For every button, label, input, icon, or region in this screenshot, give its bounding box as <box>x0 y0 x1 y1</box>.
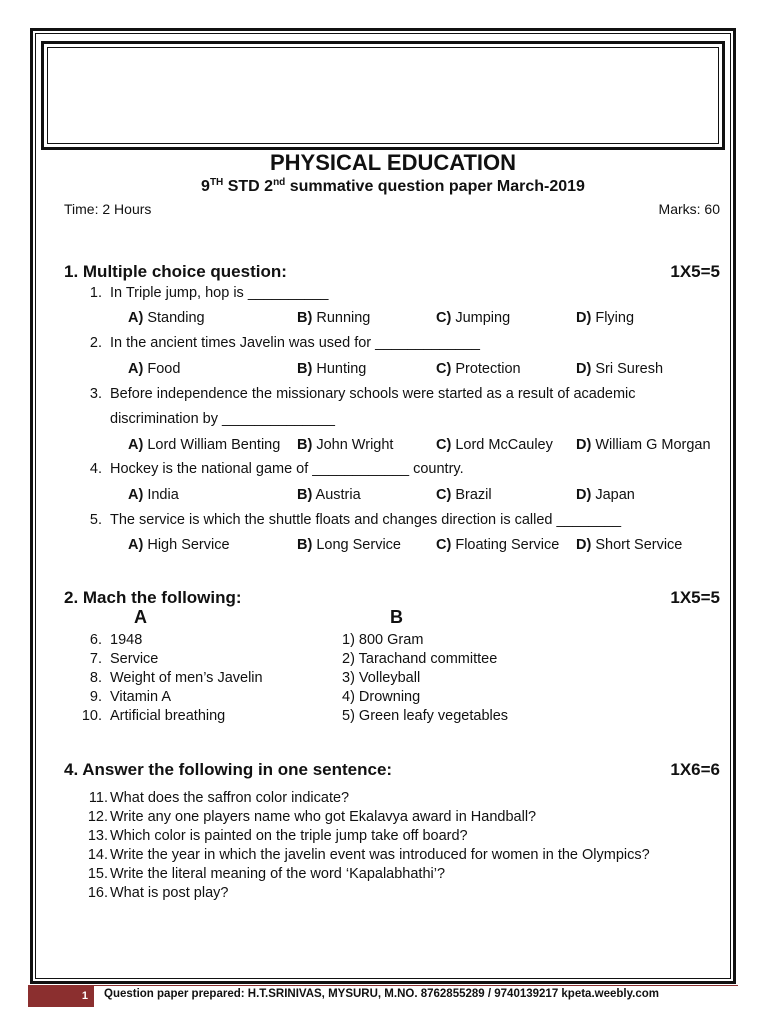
question-text: The service is which the shuttle floats and changes direction is called ________ <box>110 512 622 528</box>
question-number: 2. <box>89 335 102 351</box>
section4-title: 4. Answer the following in one sentence: <box>64 760 393 779</box>
section4-marks: 1X6=6 <box>670 760 720 779</box>
option-a: A) Food <box>128 361 181 377</box>
page-number: 1 <box>28 985 94 1007</box>
section2-marks: 1X5=5 <box>670 588 720 607</box>
option-c: C) Brazil <box>436 487 492 503</box>
option-c: C) Lord McCauley <box>436 437 553 453</box>
question-text: What is post play? <box>110 885 229 901</box>
option-d: D) Short Service <box>576 537 683 553</box>
footer-credit: Question paper prepared: H.T.SRINIVAS, MYSURU, M.NO. 8762855289 / 9740139217 kpeta.weebly.com <box>104 988 659 1000</box>
match-left-item: Vitamin A <box>110 689 171 705</box>
question-number: 12. <box>87 809 108 825</box>
option-b: B) John Wright <box>297 437 394 453</box>
page-title: PHYSICAL EDUCATION <box>269 150 517 175</box>
question-text: In the ancient times Javelin was used for _____________ <box>110 335 480 351</box>
header-blank-box <box>41 41 725 150</box>
question-number: 14. <box>87 847 108 863</box>
match-left-item: Service <box>110 651 159 667</box>
option-c: C) Floating Service <box>436 537 560 553</box>
option-b: B) Long Service <box>297 537 401 553</box>
match-right-item: 2) Tarachand committee <box>342 651 498 667</box>
question-number: 3. <box>89 386 102 402</box>
match-number: 8. <box>89 670 102 686</box>
option-c: C) Protection <box>436 361 521 377</box>
question-text: In Triple jump, hop is __________ <box>110 285 329 301</box>
question-text: Write the literal meaning of the word ‘Kapalabhathi’? <box>110 866 446 882</box>
option-b: B) Hunting <box>297 361 367 377</box>
match-right-item: 3) Volleyball <box>342 670 421 686</box>
section1-title: 1. Multiple choice question: <box>64 262 287 281</box>
question-text: Write any one players name who got Ekalavya award in Handball? <box>110 809 537 825</box>
option-d: D) William G Morgan <box>576 437 711 453</box>
match-number: 6. <box>89 632 102 648</box>
question-number: 15. <box>87 866 108 882</box>
question-text: Which color is painted on the triple jump take off board? <box>110 828 468 844</box>
option-a: A) Standing <box>128 310 205 326</box>
question-text: Write the year in which the javelin event was introduced for women in the Olympics? <box>110 847 650 863</box>
option-d: D) Japan <box>576 487 635 503</box>
question-number: 13. <box>87 828 108 844</box>
question-text: Before independence the missionary schools were started as a result of academic <box>110 386 636 402</box>
question-text: Hockey is the national game of ____________ country. <box>110 461 464 477</box>
question-text-cont: discrimination by ______________ <box>110 411 335 427</box>
match-number: 7. <box>89 651 102 667</box>
option-a: A) High Service <box>128 537 230 553</box>
option-a: A) Lord William Benting <box>128 437 281 453</box>
question-number: 16. <box>87 885 108 901</box>
page-subtitle: 9TH STD 2nd summative question paper March-2019 <box>201 177 585 195</box>
column-a-heading: A <box>134 607 147 627</box>
option-d: D) Flying <box>576 310 635 326</box>
match-number: 9. <box>89 689 102 705</box>
option-c: C) Jumping <box>436 310 511 326</box>
column-b-heading: B <box>390 607 403 627</box>
option-b: B) Austria <box>297 487 361 503</box>
marks-label: Marks: 60 <box>658 201 720 217</box>
question-number: 1. <box>89 285 102 301</box>
match-right-item: 1) 800 Gram <box>342 632 424 648</box>
time-label: Time: 2 Hours <box>64 201 152 217</box>
match-number: 10. <box>81 708 102 724</box>
question-text: What does the saffron color indicate? <box>110 790 350 806</box>
match-right-item: 4) Drowning <box>342 689 421 705</box>
match-left-item: 1948 <box>110 632 143 648</box>
question-number: 11. <box>88 790 108 806</box>
match-right-item: 5) Green leafy vegetables <box>342 708 509 724</box>
footer-rule <box>94 985 738 986</box>
question-number: 4. <box>89 461 102 477</box>
option-a: A) India <box>128 487 179 503</box>
question-number: 5. <box>89 512 102 528</box>
match-left-item: Weight of men’s Javelin <box>110 670 263 686</box>
section1-marks: 1X5=5 <box>670 262 720 281</box>
match-left-item: Artificial breathing <box>110 708 226 724</box>
option-d: D) Sri Suresh <box>576 361 664 377</box>
option-b: B) Running <box>297 310 371 326</box>
section2-title: 2. Mach the following: <box>64 588 242 607</box>
